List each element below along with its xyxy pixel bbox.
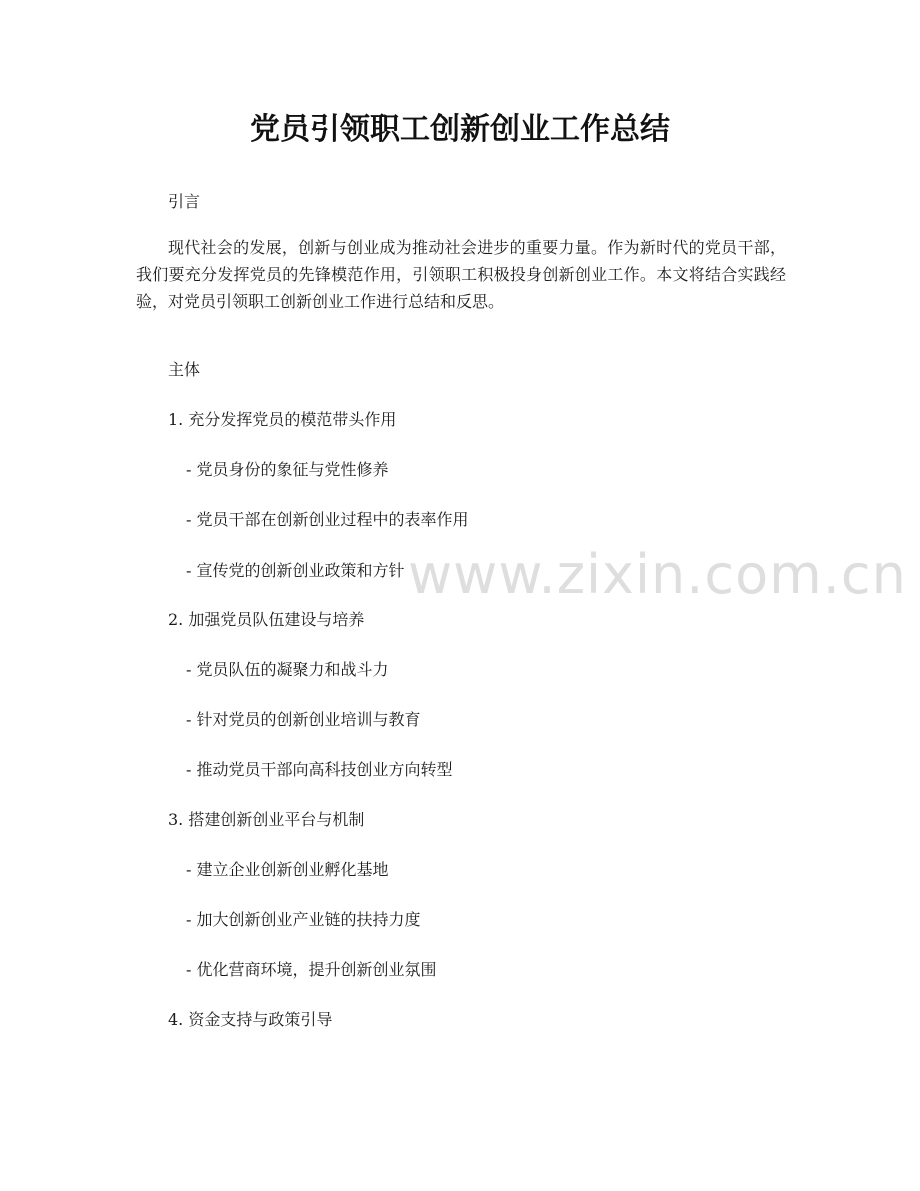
section-heading: 4. 资金支持与政策引导 [168,1010,333,1029]
list-item: - 优化营商环境，提升创新创业氛围 [186,960,437,979]
list-item: - 推动党员干部向高科技创业方向转型 [186,760,453,779]
list-item: - 党员身份的象征与党性修养 [186,460,389,479]
watermark-text: www.zixin.com.cn [408,543,907,606]
list-item: - 建立企业创新创业孵化基地 [186,860,389,879]
list-item: - 加大创新创业产业链的扶持力度 [186,910,421,929]
list-item: - 针对党员的创新创业培训与教育 [186,710,421,729]
body-heading: 主体 [168,360,201,379]
section-heading: 1. 充分发挥党员的模范带头作用 [168,410,397,429]
list-item: - 党员干部在创新创业过程中的表率作用 [186,510,469,529]
list-item: - 党员队伍的凝聚力和战斗力 [186,660,389,679]
intro-heading: 引言 [168,192,201,211]
section-heading: 2. 加强党员队伍建设与培养 [168,610,365,629]
intro-paragraph: 现代社会的发展，创新与创业成为推动社会进步的重要力量。作为新时代的党员干部，我们要充分发挥党员的先锋模范作用，引领职工积极投身创新创业工作。本文将结合实践经验，对党员引领职工创新创业工作进行总结和反思。 [136,238,786,311]
document-title: 党员引领职工创新创业工作总结 [250,112,670,147]
list-item: - 宣传党的创新创业政策和方针 [186,561,405,580]
section-heading: 3. 搭建创新创业平台与机制 [168,810,365,829]
